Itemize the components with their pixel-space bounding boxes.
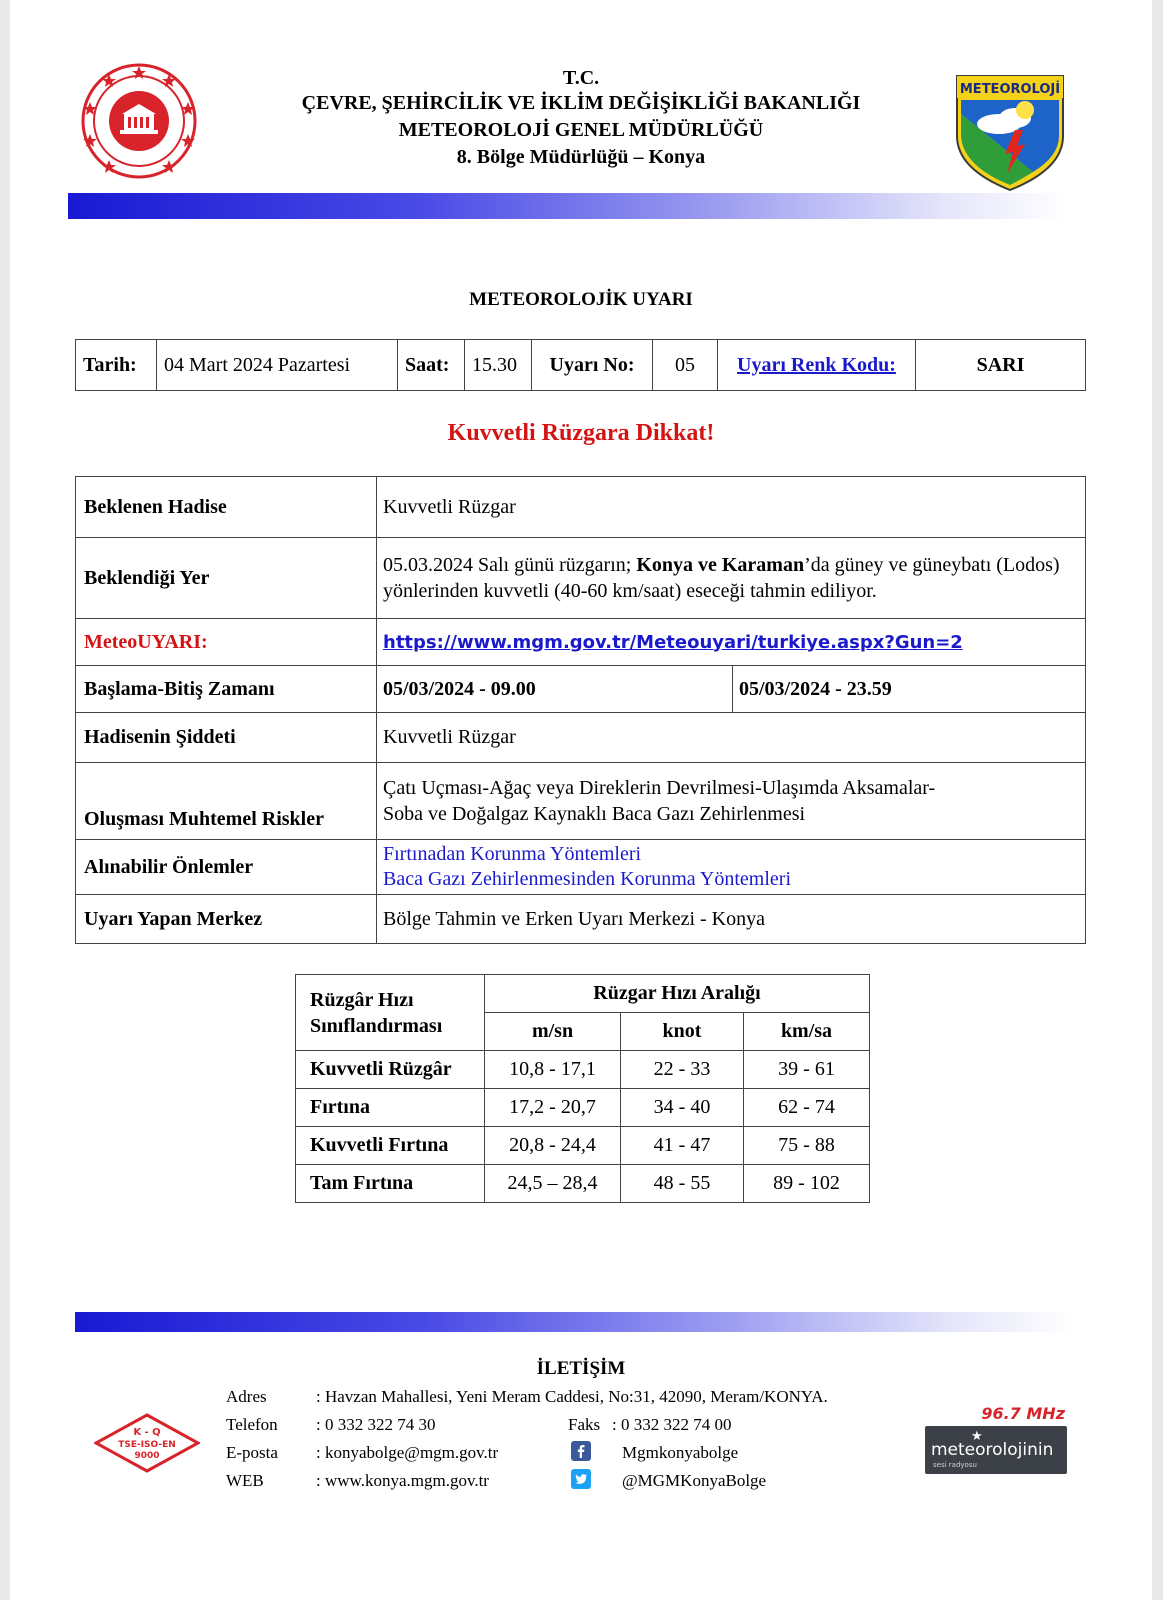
expected-place-value xyxy=(377,538,1086,619)
expected-place-pre: 05.03.2024 Salı günü rüzgarın; xyxy=(383,554,637,576)
detail-row xyxy=(76,840,1086,895)
date-value: 04 Mart 2024 Pazartesi xyxy=(157,340,398,391)
wind-class-header-line-1: Rüzgâr Hızı xyxy=(310,988,414,1011)
address-value: : Havzan Mahallesi, Yeni Meram Caddesi, No:31, 42090, Meram/KONYA. xyxy=(316,1387,828,1406)
end-time-value: 05/03/2024 - 23.59 xyxy=(733,666,1086,713)
meteouyari-label: MeteoUYARI: xyxy=(76,619,377,666)
header-ministry: ÇEVRE, ŞEHİRCİLİK VE İKLİM DEĞİŞİKLİĞİ BAKANLIĞI xyxy=(301,92,861,114)
wind-class-header xyxy=(296,975,485,1051)
detail-row xyxy=(76,895,1086,944)
warning-details-table xyxy=(75,476,1086,944)
detail-row xyxy=(76,538,1086,619)
expected-event-value: Kuvvetli Rüzgar xyxy=(377,477,1086,538)
fax-label: Faks xyxy=(568,1415,601,1434)
wind-knot-value: 22 - 33 xyxy=(621,1051,744,1089)
phone-label: Telefon xyxy=(226,1415,278,1434)
expected-place-post: ’da güney ve güneybatı (Lodos) yönlerinden kuvvetli (40-60 km/saat) eseceği tahmin ediliyor. xyxy=(383,554,1060,602)
warning-info-table xyxy=(75,339,1086,391)
star-icon: ★ xyxy=(971,1428,983,1443)
header-directorate: METEOROLOJİ GENEL MÜDÜRLÜĞÜ xyxy=(398,119,764,141)
contact-title: İLETİŞİM xyxy=(536,1358,626,1379)
risks-value xyxy=(377,763,1086,840)
radio-frequency: 96.7 MHz xyxy=(981,1404,1065,1423)
wind-row xyxy=(296,1089,870,1127)
severity-value: Kuvvetli Rüzgar xyxy=(377,713,1086,763)
facebook-icon[interactable] xyxy=(571,1441,591,1461)
wind-kmh-value: 89 - 102 xyxy=(744,1165,870,1203)
wind-kmh-value: 39 - 61 xyxy=(744,1051,870,1089)
email-label: E-posta xyxy=(226,1443,278,1462)
wind-class-name: Fırtına xyxy=(296,1089,485,1127)
risks-label: Oluşması Muhtemel Riskler xyxy=(76,763,377,840)
radio-badge xyxy=(925,1426,1067,1474)
color-code-value: SARI xyxy=(916,340,1086,391)
twitter-icon[interactable] xyxy=(571,1469,591,1489)
header-region: 8. Bölge Müdürlüğü – Konya xyxy=(456,146,706,168)
risks-line-2: Soba ve Doğalgaz Kaynaklı Baca Gazı Zehirlenmesi xyxy=(383,803,806,825)
unit-kmh-header: km/sa xyxy=(744,1013,870,1051)
wind-ms-value: 17,2 - 20,7 xyxy=(485,1089,621,1127)
detail-row xyxy=(76,666,1086,713)
facebook-handle[interactable]: Mgmkonyabolge xyxy=(622,1443,739,1462)
meteouyari-link[interactable]: https://www.mgm.gov.tr/Meteouyari/turkiye.aspx?Gun=2 xyxy=(383,631,963,653)
unit-knot-header: knot xyxy=(621,1013,744,1051)
wind-row xyxy=(296,1127,870,1165)
wind-row xyxy=(296,1051,870,1089)
unit-ms-header: m/sn xyxy=(485,1013,621,1051)
measures-label: Alınabilir Önlemler xyxy=(76,840,377,895)
expected-place-bold: Konya ve Karaman xyxy=(636,554,805,576)
date-label: Tarih: xyxy=(76,340,157,391)
measure-link-flue-gas[interactable]: Baca Gazı Zehirlenmesinden Korunma Yöntemleri xyxy=(383,868,791,890)
wind-class-name: Kuvvetli Fırtına xyxy=(296,1127,485,1165)
web-value[interactable]: : www.konya.mgm.gov.tr xyxy=(316,1471,489,1490)
detail-row xyxy=(76,763,1086,840)
warning-no-label: Uyarı No: xyxy=(532,340,653,391)
start-time-value: 05/03/2024 - 09.00 xyxy=(377,666,733,713)
wind-class-name: Kuvvetli Rüzgâr xyxy=(296,1051,485,1089)
meteoroloji-logo-text: METEOROLOJİ xyxy=(959,82,1061,97)
expected-event-label: Beklenen Hadise xyxy=(76,477,377,538)
detail-row xyxy=(76,477,1086,538)
kq-line-1: K - Q xyxy=(133,1427,161,1438)
address-label: Adres xyxy=(226,1387,267,1406)
twitter-handle[interactable]: @MGMKonyaBolge xyxy=(622,1471,767,1490)
header-tc: T.C. xyxy=(562,67,600,89)
detail-row xyxy=(76,713,1086,763)
wind-speed-table xyxy=(295,974,870,1203)
alert-headline: Kuvvetli Rüzgara Dikkat! xyxy=(447,420,715,446)
wind-class-name: Tam Fırtına xyxy=(296,1165,485,1203)
radio-subtitle: sesi radyosu xyxy=(933,1461,977,1469)
phone-value: : 0 332 322 74 30 xyxy=(316,1415,436,1434)
wind-row xyxy=(296,1165,870,1203)
document-title: METEOROLOJİK UYARI xyxy=(469,289,693,310)
color-code-link[interactable]: Uyarı Renk Kodu: xyxy=(737,353,896,376)
meteouyari-cell xyxy=(377,619,1086,666)
kq-tse-iso-logo-icon xyxy=(94,1413,200,1473)
wind-class-header-line-2: Sınıflandırması xyxy=(310,1014,443,1037)
footer-gradient-bar xyxy=(75,1312,1075,1332)
meteoroloji-logo-icon xyxy=(955,74,1065,192)
warning-document xyxy=(10,0,1152,1600)
start-end-label: Başlama-Bitiş Zamanı xyxy=(76,666,377,713)
severity-label: Hadisenin Şiddeti xyxy=(76,713,377,763)
center-value: Bölge Tahmin ve Erken Uyarı Merkezi - Konya xyxy=(377,895,1086,944)
wind-knot-value: 34 - 40 xyxy=(621,1089,744,1127)
wind-kmh-value: 75 - 88 xyxy=(744,1127,870,1165)
expected-place-label: Beklendiği Yer xyxy=(76,538,377,619)
wind-ms-value: 20,8 - 24,4 xyxy=(485,1127,621,1165)
center-label: Uyarı Yapan Merkez xyxy=(76,895,377,944)
wind-ms-value: 24,5 – 28,4 xyxy=(485,1165,621,1203)
measures-value xyxy=(377,840,1086,895)
fax-value: : 0 332 322 74 00 xyxy=(612,1415,732,1434)
time-value: 15.30 xyxy=(465,340,532,391)
kq-line-3: 9000 xyxy=(134,1451,160,1461)
color-code-cell xyxy=(718,340,916,391)
header-gradient-bar xyxy=(68,193,1068,219)
radio-name: meteorolojinin xyxy=(931,1440,1054,1460)
wind-range-header: Rüzgar Hızı Aralığı xyxy=(485,975,870,1013)
detail-row xyxy=(76,619,1086,666)
kq-line-2: TSE-ISO-EN xyxy=(118,1440,176,1450)
measure-link-storm[interactable]: Fırtınadan Korunma Yöntemleri xyxy=(383,843,642,865)
time-label: Saat: xyxy=(398,340,465,391)
risks-line-1: Çatı Uçması-Ağaç veya Direklerin Devrilmesi-Ulaşımda Aksamalar- xyxy=(383,777,936,799)
wind-knot-value: 48 - 55 xyxy=(621,1165,744,1203)
warning-no-value: 05 xyxy=(653,340,718,391)
radio-logo xyxy=(921,1404,1071,1476)
wind-ms-value: 10,8 - 17,1 xyxy=(485,1051,621,1089)
wind-kmh-value: 62 - 74 xyxy=(744,1089,870,1127)
wind-knot-value: 41 - 47 xyxy=(621,1127,744,1165)
email-value[interactable]: : konyabolge@mgm.gov.tr xyxy=(316,1443,499,1462)
web-label: WEB xyxy=(226,1471,264,1490)
